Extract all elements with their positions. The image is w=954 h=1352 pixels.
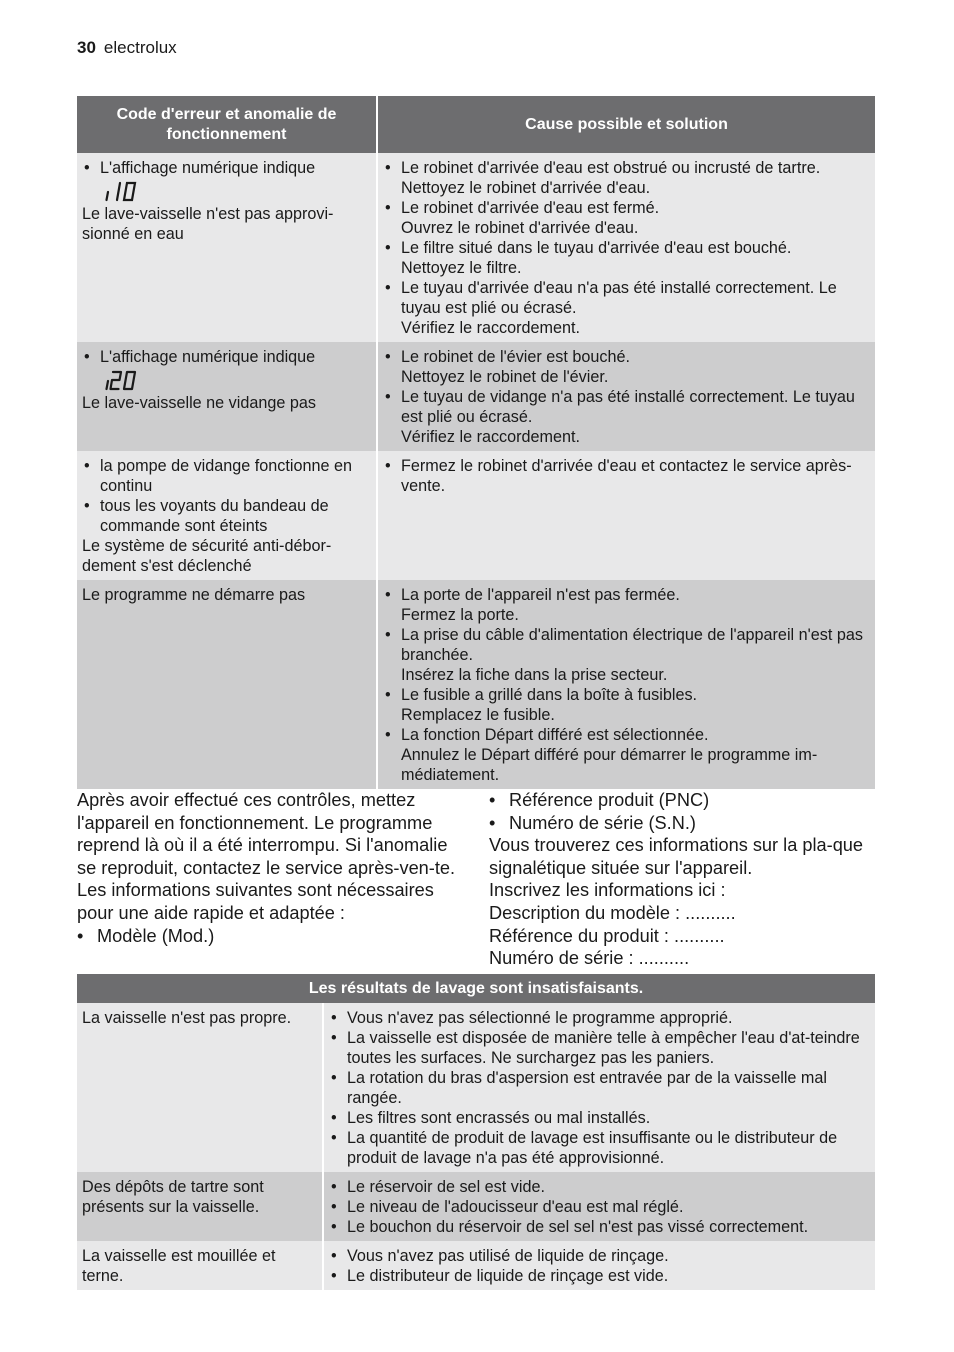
washing-results-table (77, 974, 875, 1290)
cause-item: • Le bouchon du réservoir de sel sel n'est pas vissé correctement. (329, 1217, 871, 1237)
cause-item: • La rotation du bras d'aspersion est entravée par de la vaisselle mal rangée. (329, 1068, 871, 1108)
problem-cell: La vaisselle n'est pas propre. (77, 1003, 323, 1172)
field-product-reference: Référence du produit : .......... (489, 925, 725, 946)
table-row (77, 153, 875, 342)
symptom-cell (77, 451, 377, 580)
symptom-item: • la pompe de vidange fonctionne en continu (82, 456, 372, 496)
cause-cell (377, 342, 875, 451)
cause-item: • Le tuyau d'arrivée d'eau n'a pas été installé correctement. Le tuyau est plié ou écrasé. Vérifiez le raccordement. (383, 278, 871, 338)
cause-item: • Le robinet d'arrivée d'eau est obstrué ou incrusté de tartre. Nettoyez le robinet d'arrivée d'eau. (383, 158, 871, 198)
cause-cell (323, 1241, 875, 1290)
error-code-table (77, 96, 875, 789)
cause-cell (323, 1003, 875, 1172)
field-model-description: Description du modèle : .......... (489, 902, 736, 923)
instructions-left-column (77, 789, 469, 947)
symptom-cell (77, 153, 377, 342)
page-header (77, 38, 177, 58)
cause-item: • La fonction Départ différé est sélectionnée. Annulez le Départ différé pour démarrer le programme im-médiatement. (383, 725, 871, 785)
display-code-i20 (104, 369, 372, 391)
symptom-note: Le programme ne démarre pas (82, 586, 306, 604)
info-needed-paragraph: Les informations suivantes sont nécessaires pour une aide rapide et adaptée : (77, 880, 434, 923)
cause-item: • Les filtres sont encrassés ou mal installés. (329, 1108, 871, 1128)
table-row (77, 1172, 875, 1241)
symptom-note: Le lave-vaisselle n'est pas approvi-sionné en eau (82, 205, 334, 243)
info-item-serial: • Numéro de série (S.N.) (489, 812, 875, 835)
symptom-item: • L'affichage numérique indique (82, 347, 372, 367)
cause-item: • La vaisselle est disposée de manière telle à empêcher l'eau d'at-teindre toutes les surfaces. Ne surchargez pas les paniers. (329, 1028, 871, 1068)
rating-plate-paragraph: Vous trouverez ces informations sur la pla-que signalétique située sur l'appareil. (489, 835, 864, 878)
page-number: 30 (77, 38, 96, 57)
symptom-note: Le système de sécurité anti-débor-dement s'est déclenché (82, 537, 332, 575)
cause-cell (377, 153, 875, 342)
cause-cell (323, 1172, 875, 1241)
cause-item: • La porte de l'appareil n'est pas fermée. Fermez la porte. (383, 585, 871, 625)
col-header-error: Code d'erreur et anomalie de fonctionnement (77, 96, 377, 153)
symptom-cell (77, 342, 377, 451)
table-row (77, 1003, 875, 1172)
table-row (77, 1241, 875, 1290)
cause-cell (377, 580, 875, 789)
after-checks-paragraph: Après avoir effectué ces contrôles, mettez l'appareil en fonctionnement. Le programme reprend là où il a été interrompu. Si l'anomalie se reproduit, contactez le service après-ven-te. (77, 790, 456, 878)
symptom-cell (77, 580, 377, 789)
cause-item: • Le robinet de l'évier est bouché. Nettoyez le robinet de l'évier. (383, 347, 871, 387)
symptom-item: • L'affichage numérique indique (82, 158, 372, 178)
field-serial-number: Numéro de série : .......... (489, 948, 690, 969)
display-code-i10 (104, 180, 372, 202)
cause-cell (377, 451, 875, 580)
write-info-paragraph: Inscrivez les informations ici : (489, 880, 726, 901)
cause-item: • Le robinet d'arrivée d'eau est fermé. Ouvrez le robinet d'arrivée d'eau. (383, 198, 871, 238)
cause-item: • Le niveau de l'adoucisseur d'eau est mal réglé. (329, 1197, 871, 1217)
table-row (77, 342, 875, 451)
cause-item: • Vous n'avez pas utilisé de liquide de rinçage. (329, 1246, 871, 1266)
problem-cell: Des dépôts de tartre sont présents sur la vaisselle. (77, 1172, 323, 1241)
problem-cell: La vaisselle est mouillée et terne. (77, 1241, 323, 1290)
cause-item: • Vous n'avez pas sélectionné le programme approprié. (329, 1008, 871, 1028)
cause-item: • La prise du câble d'alimentation électrique de l'appareil n'est pas branchée. Insérez la fiche dans la prise secteur. (383, 625, 871, 685)
col-header-cause: Cause possible et solution (377, 96, 875, 153)
cause-item: • La quantité de produit de lavage est insuffisante ou le distributeur de produit de lavage n'a pas été approvisionné. (329, 1128, 871, 1168)
instructions-right-column (489, 789, 875, 970)
table-row (77, 580, 875, 789)
cause-item: • Le fusible a grillé dans la boîte à fusibles. Remplacez le fusible. (383, 685, 871, 725)
info-item-model: • Modèle (Mod.) (77, 925, 469, 948)
washing-results-header: Les résultats de lavage sont insatisfaisants. (77, 974, 875, 1003)
info-item-pnc: • Référence produit (PNC) (489, 789, 875, 812)
cause-item: • Le filtre situé dans le tuyau d'arrivée d'eau est bouché. Nettoyez le filtre. (383, 238, 871, 278)
cause-item: • Le distributeur de liquide de rinçage est vide. (329, 1266, 871, 1286)
table-row (77, 451, 875, 580)
cause-item: • Le tuyau de vidange n'a pas été installé correctement. Le tuyau est plié ou écrasé. Vérifiez le raccordement. (383, 387, 871, 447)
cause-item: • Fermez le robinet d'arrivée d'eau et contactez le service après-vente. (383, 456, 871, 496)
cause-item: • Le réservoir de sel est vide. (329, 1177, 871, 1197)
symptom-note: Le lave-vaisselle ne vidange pas (82, 394, 316, 412)
brand-name: electrolux (103, 38, 177, 57)
symptom-item: • tous les voyants du bandeau de commande sont éteints (82, 496, 372, 536)
